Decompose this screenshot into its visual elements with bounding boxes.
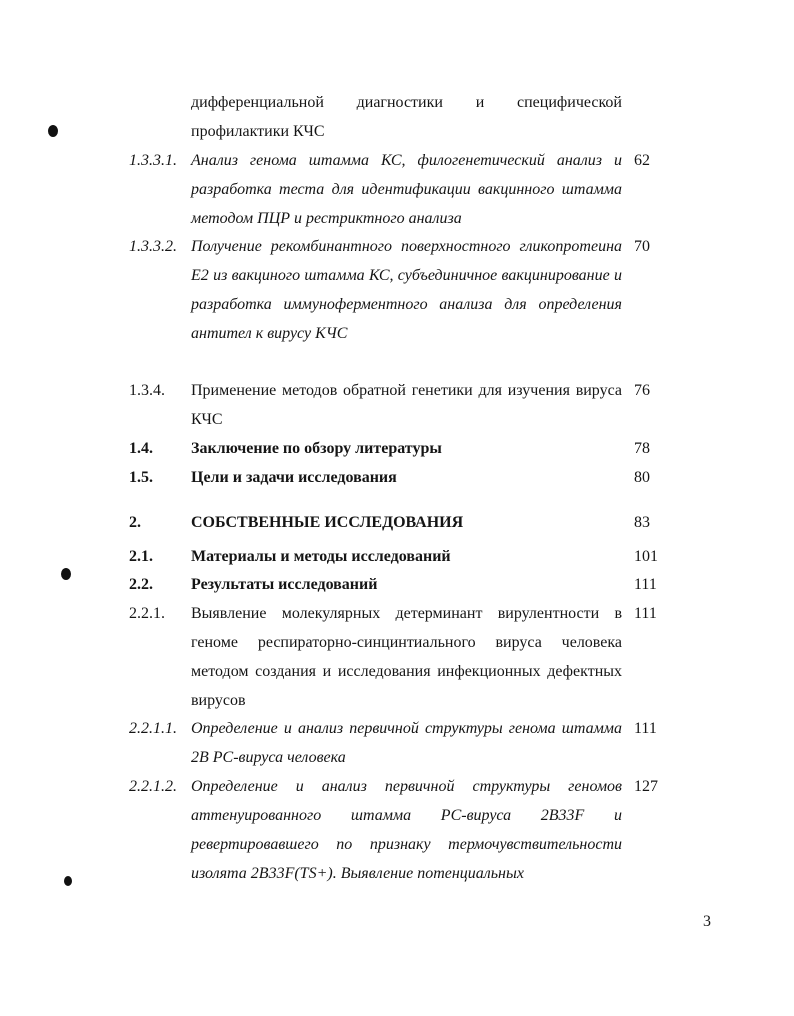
toc-entry-page: 111 — [634, 576, 657, 593]
toc-entry-text: Результаты исследований — [191, 576, 378, 593]
toc-entry-text: Цели и задачи исследования — [191, 469, 397, 486]
toc-entry-number: 2.2.1.2. — [129, 778, 177, 795]
toc-entry-page: 62 — [634, 152, 650, 169]
toc-entry-text: Выявление молекулярных детерминант вирулентности в геноме респираторно-синцинтиального вируса человека методом создания и исследования инфекционных дефектных вирусов — [191, 605, 622, 709]
toc-entry-page: 127 — [634, 778, 658, 795]
toc-entry-number: 2. — [129, 514, 141, 531]
toc-entry-number: 2.2.1.1. — [129, 720, 177, 737]
toc-entry-number: 1.3.3.2. — [129, 238, 177, 255]
toc-entry-text: Применение методов обратной генетики для изучения вируса КЧС — [191, 382, 622, 428]
toc-entry-number: 2.2.1. — [129, 605, 165, 622]
ink-blot — [48, 125, 58, 137]
toc-entry-text: Анализ генома штамма КС, филогенетический анализ и разработка теста для идентификации вакцинного штамма методом ПЦР и рестриктного анализа — [191, 152, 622, 227]
toc-entry-number: 1.3.4. — [129, 382, 165, 399]
toc-entry-page: 111 — [634, 720, 657, 737]
toc-entry-page: 70 — [634, 238, 650, 255]
toc-entry-page: 80 — [634, 469, 650, 486]
toc-entry-number: 2.2. — [129, 576, 153, 593]
toc-entry-page: 83 — [634, 514, 650, 531]
toc-entry-text: Заключение по обзору литературы — [191, 440, 442, 457]
toc-entry-text: Определение и анализ первичной структуры генома штамма 2В РС-вируса человека — [191, 720, 622, 766]
toc-entry-text: дифференциальной диагностики и специфической профилактики КЧС — [191, 94, 622, 140]
toc-entry-number: 1.3.3.1. — [129, 152, 177, 169]
toc-entry-number: 1.4. — [129, 440, 153, 457]
toc-entry-text: Определение и анализ первичной структуры геномов аттенуированного штамма РС-вируса 2В33F и ревертировавшего по признаку термочувствительности изолята 2В33F(TS+). Выявление потенциальных — [191, 778, 622, 882]
page-number: 3 — [703, 913, 711, 930]
toc-entry-text: СОБСТВЕННЫЕ ИССЛЕДОВАНИЯ — [191, 514, 464, 531]
toc-entry-page: 111 — [634, 605, 657, 622]
toc-entry-number: 1.5. — [129, 469, 153, 486]
toc-entry-text: Материалы и методы исследований — [191, 548, 451, 565]
toc-entry-page: 101 — [634, 548, 658, 565]
ink-blot — [64, 876, 72, 886]
toc-entry-page: 76 — [634, 382, 650, 399]
toc-entry-text: Получение рекомбинантного поверхностного гликопротеина Е2 из вакциного штамма КС, субъединичное вакцинирование и разработка иммуноферментного анализа для определения антител к вирусу КЧС — [191, 238, 622, 342]
ink-blot — [61, 568, 71, 580]
toc-entry-page: 78 — [634, 440, 650, 457]
toc-entry-number: 2.1. — [129, 548, 153, 565]
